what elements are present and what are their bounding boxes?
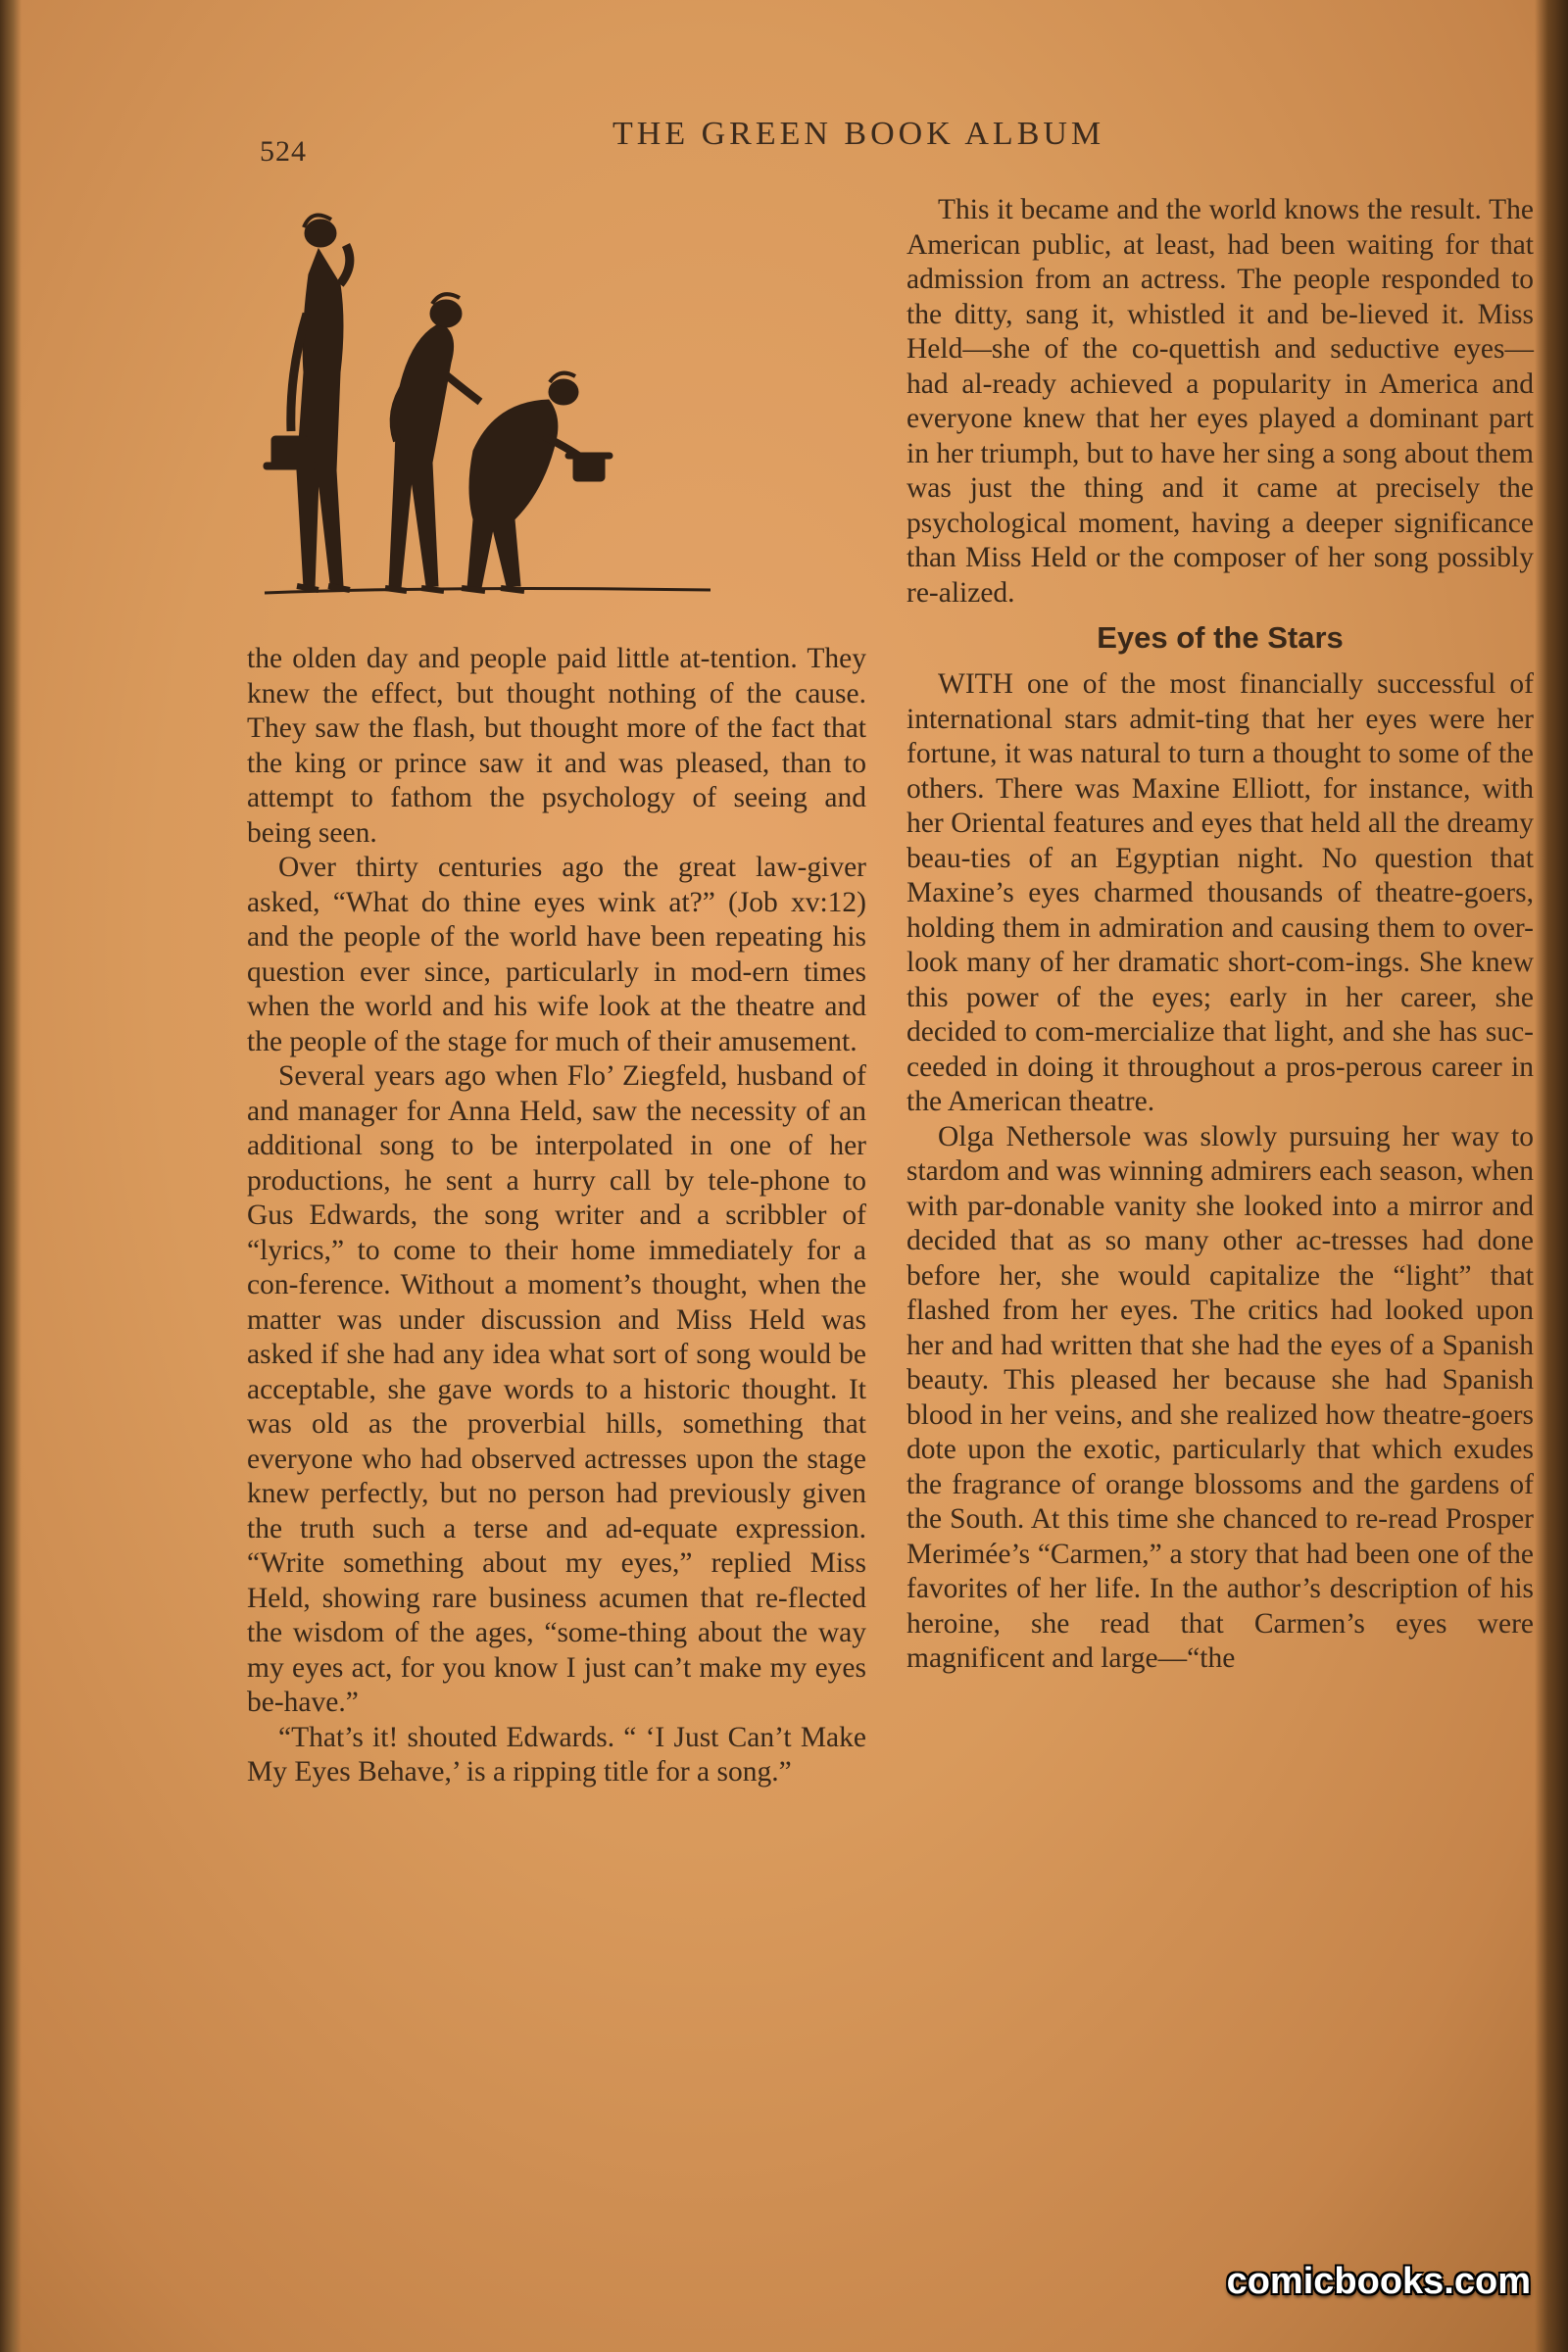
paragraph: WITH one of the most financially successful of international stars admit-ting that her eyes were her fortune, it was natural to turn a thought to some of the others. There was Maxine Elliott, for instance, with her Oriental features and eyes that held all the dreamy beau-ties of an Egyptian night. No question that Maxine’s eyes charmed thousands of theatre-goers, holding them in admiration and causing them to over-look many of her dramatic short-com-ings. She knew this power of the eyes; early in her career, she decided to com-mercialize that light, and she has suc-ceeded in doing it throughout a pros-perous career in the American theatre. <box>906 668 1534 1117</box>
paragraph: This it became and the world knows the result. The American public, at least, had been waiting for that admission from an actress. The people responded to the ditty, sang it, whistled it and be-lieved it. Miss Held—she of the co-quettish and seductive eyes—had al-ready achieved a popularity in America and everyone knew that her eyes played a dominant part in her triumph, but to have her sing a song about them was just the thing and it came at precisely the psychological moment, having a deeper significance than Miss Held or the composer of her song possibly re-alized. <box>906 194 1534 609</box>
journal-title: THE GREEN BOOK ALBUM <box>612 116 1105 152</box>
running-head <box>250 116 1348 168</box>
binding-shadow <box>0 0 22 2352</box>
paragraph: “That’s it! shouted Edwards. “ ‘I Just Can’t Make My Eyes Behave,’ is a ripping title for a song.” <box>247 1721 866 1788</box>
page-number: 524 <box>260 135 307 168</box>
paragraph: Over thirty centuries ago the great law-giver asked, “What do thine eyes wink at?” (Job xv:12) and the people of the world have been repeating his question ever since, particularly in mod-ern times when the world and his wife look at the theatre and the people of the stage for much of their amusement. <box>247 852 866 1057</box>
right-column-text <box>906 193 1534 1677</box>
paragraph: Olga Nethersole was slowly pursuing her way to stardom and was winning admirers each season, when with par-donable vanity she looked into a mirror and decided that as so many other ac-tresses had done before her, she would capitalize the “light” that flashed from her eyes. The critics had looked upon her and had written that she had the eyes of a Spanish beauty. This pleased her because she had Spanish blood in her veins, and she realized how theatre-goers dote upon the exotic, particularly that which exudes the fragrance of orange blossoms and the gardens of the South. At this time she chanced to re-read Prosper Merimée’s “Carmen,” a story that had been one of the favorites of her life. In the author’s description of his heroine, she read that Carmen’s eyes were magnificent and large—“the <box>906 1120 1534 1674</box>
section-heading: Eyes of the Stars <box>1097 620 1344 655</box>
three-bowing-gentlemen-illustration <box>250 206 720 603</box>
page-edge-shadow <box>1535 0 1568 2352</box>
left-column-text <box>247 642 866 1790</box>
paragraph: Several years ago when Flo’ Ziegfeld, husband of and manager for Anna Held, saw the necessity of an additional song to be interpolated in one of her productions, he sent a hurry call by tele-phone to Gus Edwards, the song writer and a scribbler of “lyrics,” to come to their home immediately for a con-ference. Without a moment’s thought, when the matter was under discussion and Miss Held was asked if she had any idea what sort of song would be acceptable, she gave words to a historic thought. It was old as the proverbial hills, something that everyone who had observed actresses upon the stage knew perfectly, but no person had previously given the truth such a terse and ad-equate expression. “Write something about my eyes,” replied Miss Held, showing rare business acumen that re-flected the wisdom of the ages, “some-thing about the way my eyes act, for you know I just can’t make my eyes be-have.” <box>247 1060 866 1718</box>
paragraph: the olden day and people paid little at-tention. They knew the effect, but thought nothing of the cause. They saw the flash, but thought more of the fact that the king or prince saw it and was pleased, than to attempt to fathom the psychology of seeing and being seen. <box>247 643 866 849</box>
source-watermark: comicbooks.com <box>1226 2261 1531 2302</box>
